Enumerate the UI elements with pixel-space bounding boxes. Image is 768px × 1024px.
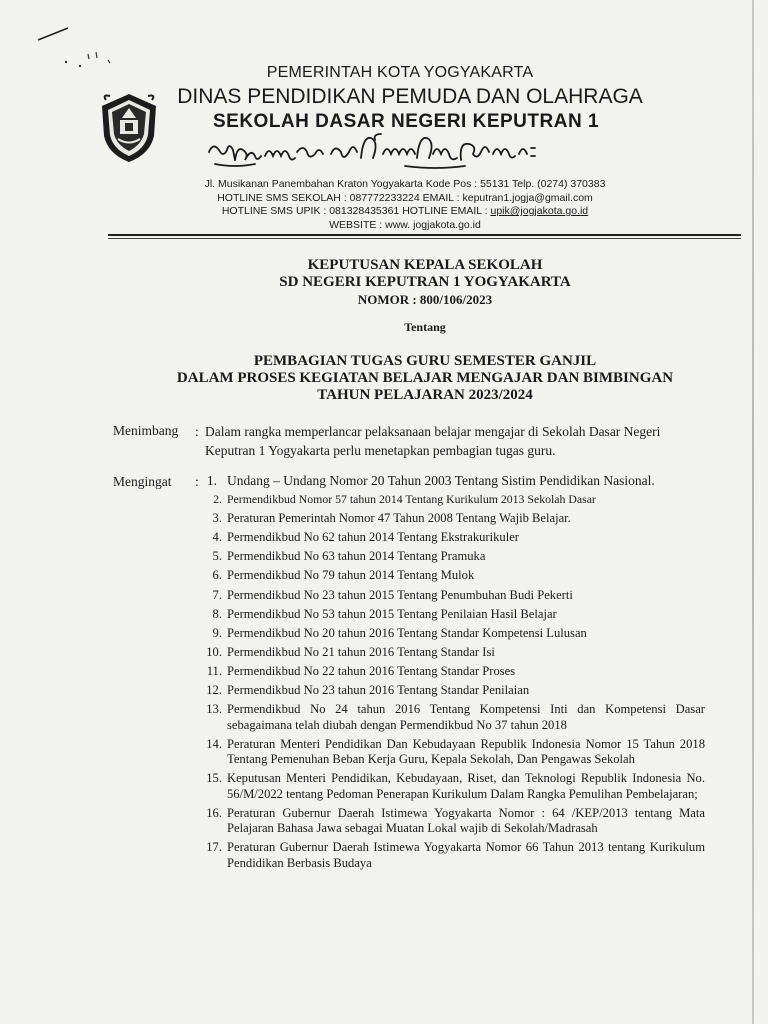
regulation-text: Permendikbud No 24 tahun 2016 Tentang Kompetensi Inti dan Kompetensi Dasar sebagaimana telah diubah dengan Permendikbud No 37 tahun 2018 <box>227 702 705 732</box>
menimbang-label: Menimbang <box>113 423 179 438</box>
regulation-text: Permendikbud No 22 tahun 2016 Tentang Standar Proses <box>227 663 516 678</box>
regulation-item <box>195 568 705 583</box>
tentang-heading: Tentang <box>404 320 446 334</box>
decree-subject <box>110 353 740 404</box>
address-line: Jl. Musikanan Panembahan Kraton Yogyakarta Kode Pos : 55131 Telp. (0274) 370383 <box>204 178 606 190</box>
regulation-text: Permendikbud No 20 tahun 2016 Tentang Standar Kompetensi Lulusan <box>227 625 587 640</box>
regulation-item <box>195 683 705 698</box>
regulation-number: 14. <box>206 736 222 751</box>
department-name: DINAS PENDIDIKAN PEMUDA DAN OLAHRAGA <box>177 85 643 108</box>
regulation-text: Peraturan Gubernur Daerah Istimewa Yogyakarta Nomor 66 Tahun 2013 tentang Kurikulum Pendidikan Berbasis Budaya <box>227 840 705 870</box>
website-line: WEBSITE : www. jogjakota.go.id <box>329 218 481 231</box>
regulation-text: Permendikbud No 23 tahun 2015 Tentang Penumbuhan Budi Pekerti <box>227 587 573 602</box>
regulation-text: Peraturan Gubernur Daerah Istimewa Yogyakarta Nomor : 64 /KEP/2013 tentang Mata Pelajaran Bahasa Jawa sebagai Muatan Lokal wajib di Sekolah/Madrasah <box>227 805 705 836</box>
regulation-number: 11. <box>206 663 222 678</box>
pen-mark <box>30 20 120 80</box>
upik-email-link[interactable]: upik@jogjakota.go.id <box>490 205 589 217</box>
menimbang-line2: Keputran 1 Yogyakarta perlu menetapkan pembagian tugas guru. <box>205 443 556 458</box>
decree-number: NOMOR : 800/106/2023 <box>357 292 493 307</box>
regulation-item <box>195 806 705 837</box>
subject-line2: DALAM PROSES KEGIATAN BELAJAR MENGAJAR DAN BIMBINGAN <box>176 370 674 386</box>
letterhead <box>160 64 680 133</box>
regulation-item <box>195 702 705 733</box>
regulation-number: 9. <box>212 625 222 640</box>
regulation-item <box>195 840 705 871</box>
hotline-upik-line <box>170 205 640 219</box>
regulation-text: Peraturan Menteri Pendidikan Dan Kebudayaan Republik Indonesia Nomor 15 Tahun 2018 Tentang Pemenuhan Beban Kerja Guru, Kepala Sekolah, Dan Pengawas Sekolah <box>227 736 705 767</box>
regulation-text: Peraturan Pemerintah Nomor 47 Tahun 2008 Tentang Wajib Belajar. <box>227 511 571 526</box>
school-name: SEKOLAH DASAR NEGERI KEPUTRAN 1 <box>212 111 600 132</box>
mengingat-label: Mengingat <box>113 474 172 489</box>
regulation-item <box>195 549 705 564</box>
regulation-text: Permendikbud No 21 tahun 2016 Tentang Standar Isi <box>227 644 495 659</box>
regulation-item <box>195 492 705 507</box>
regulation-number: 4. <box>212 530 222 545</box>
regulation-number: 16. <box>206 805 222 820</box>
regulation-number: 10. <box>206 644 222 659</box>
letterhead-divider-thick <box>108 234 741 236</box>
regulation-number: 5. <box>212 549 222 564</box>
regulation-item <box>195 473 705 488</box>
regulation-list <box>195 473 705 875</box>
regulation-number: 6. <box>212 568 222 583</box>
regulation-number: 1. <box>206 473 217 488</box>
government-name: PEMERINTAH KOTA YOGYAKARTA <box>266 64 534 81</box>
regulation-number: 7. <box>212 587 222 602</box>
javanese-script-school-name <box>205 130 545 170</box>
regulation-item <box>195 645 705 660</box>
hotline-upik-text: HOTLINE SMS UPIK : 081328435361 HOTLINE EMAIL : <box>221 205 491 217</box>
regulation-text: Keputusan Menteri Pendidikan, Kebudayaan, Riset, dan Teknologi Republik Indonesia No. 56/M/2022 tentang Pedoman Penerapan Kurikulum Dalam Rangka Pemulihan Pembelajaran; <box>227 771 705 801</box>
regulation-text: Permendikbud No 23 tahun 2016 Tentang Standar Penilaian <box>227 683 530 698</box>
regulation-number: 15. <box>206 771 222 786</box>
regulation-item <box>195 737 705 768</box>
regulation-item <box>195 771 705 802</box>
mengingat-colon: : <box>195 474 199 489</box>
regulation-item <box>195 511 705 526</box>
decree-title <box>110 257 740 308</box>
subject-line3: TAHUN PELAJARAN 2023/2024 <box>317 387 533 403</box>
regulation-text: Undang – Undang Nomor 20 Tahun 2003 Tentang Sistim Pendidikan Nasional. <box>227 473 655 488</box>
regulation-text: Permendikbud Nomor 57 tahun 2014 Tentang Kurikulum 2013 Sekolah Dasar <box>227 492 596 507</box>
menimbang-colon: : <box>195 424 199 439</box>
regulation-item <box>195 588 705 603</box>
regulation-number: 2. <box>213 492 222 507</box>
decree-title-line2: SD NEGERI KEPUTRAN 1 YOGYAKARTA <box>279 274 571 290</box>
letterhead-divider-thin <box>108 238 741 239</box>
regulation-text: Permendikbud No 53 tahun 2015 Tentang Penilaian Hasil Belajar <box>227 606 557 621</box>
regulation-item <box>195 626 705 641</box>
regulation-number: 8. <box>212 606 222 621</box>
menimbang-text <box>195 422 715 460</box>
regulation-text: Permendikbud No 63 tahun 2014 Tentang Pramuka <box>227 549 486 564</box>
menimbang-line1: Dalam rangka memperlancar pelaksanaan belajar mengajar di Sekolah Dasar Negeri <box>205 424 661 439</box>
contact-block <box>170 178 640 232</box>
regulation-item <box>195 530 705 545</box>
regulation-text: Permendikbud No 62 tahun 2014 Tentang Ekstrakurikuler <box>227 530 519 545</box>
regulation-number: 12. <box>206 683 222 698</box>
scan-edge-line <box>752 0 754 1024</box>
hotline-school-line: HOTLINE SMS SEKOLAH : 087772233224 EMAIL : keputran1.jogja@gmail.com <box>217 191 593 204</box>
regulation-number: 17. <box>206 840 222 855</box>
subject-line1: PEMBAGIAN TUGAS GURU SEMESTER GANJIL <box>253 353 597 369</box>
decree-title-line1: KEPUTUSAN KEPALA SEKOLAH <box>307 257 543 273</box>
regulation-number: 13. <box>206 702 222 717</box>
regulation-number: 3. <box>212 511 222 526</box>
regulation-item <box>195 664 705 679</box>
regulation-text: Permendikbud No 79 tahun 2014 Tentang Mulok <box>227 568 475 583</box>
regulation-item <box>195 607 705 622</box>
